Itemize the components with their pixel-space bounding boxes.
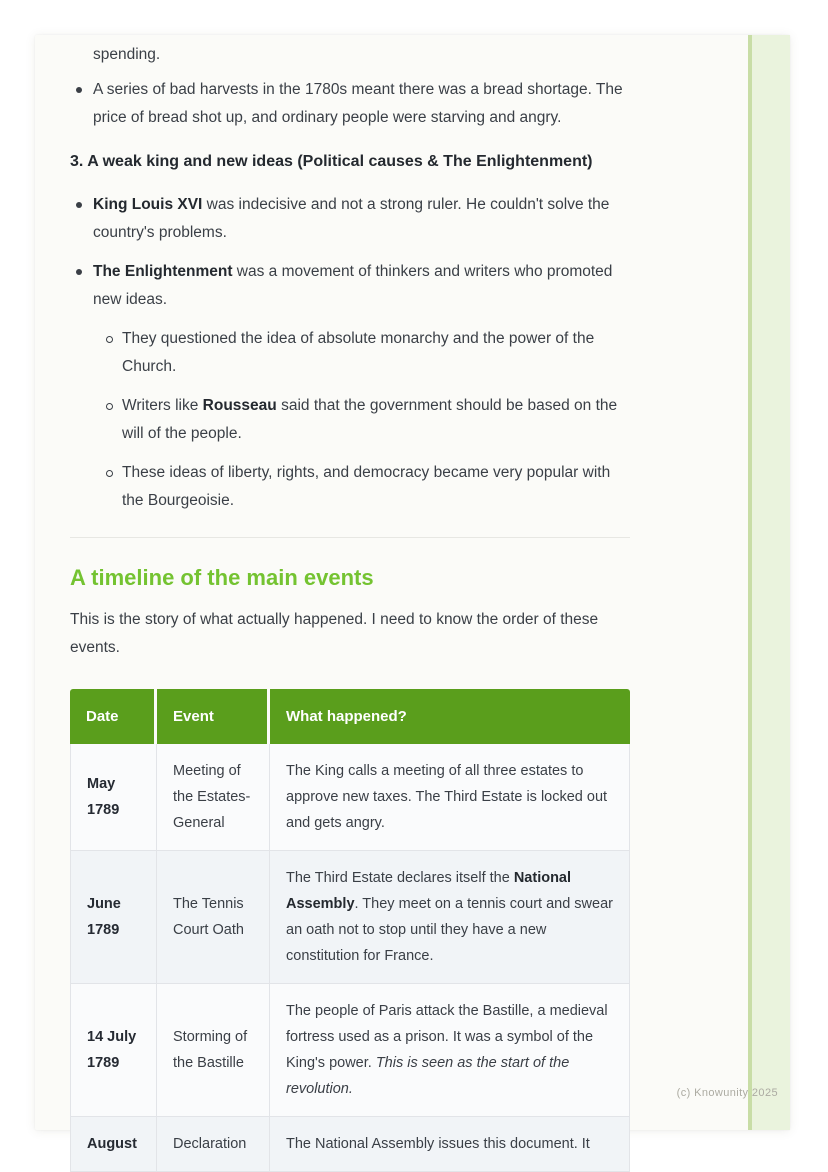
list-item-text <box>93 76 630 132</box>
timeline-heading: A timeline of the main events <box>70 565 374 590</box>
list-item-text <box>122 459 630 515</box>
description-cell <box>270 851 630 984</box>
list-item-text <box>122 325 630 381</box>
text-segment: They questioned the idea of absolute monarchy and the power of the Church. <box>122 330 595 375</box>
list-item <box>70 191 630 247</box>
text-segment: The National Assembly issues this document. It <box>286 1136 590 1152</box>
section3-list <box>70 191 630 515</box>
text-segment: was indecisive and not a strong ruler. He couldn't solve the country's problems. <box>93 196 610 241</box>
circle-bullet-icon <box>103 392 122 448</box>
table-row <box>70 851 630 984</box>
watermark: (c) Knowunity 2025 <box>676 1087 778 1099</box>
date-cell: May 1789 <box>70 744 157 851</box>
text-segment: The Enlightenment <box>93 263 233 280</box>
text-segment: A series of bad harvests in the 1780s meant there was a bread shortage. The price of bread shot up, and ordinary people were starving and angry. <box>93 81 623 126</box>
text-segment: was a movement of thinkers and writers who promoted new ideas. <box>93 263 613 308</box>
table-header-row <box>70 689 630 744</box>
event-cell: Meeting of the Estates-General <box>157 744 270 851</box>
document-page <box>35 35 790 1152</box>
circle-bullet-icon <box>103 459 122 515</box>
event-cell: The Tennis Court Oath <box>157 851 270 984</box>
timeline-intro: This is the story of what actually happened. I need to know the order of these events. <box>70 611 599 656</box>
event-cell: Storming of the Bastille <box>157 984 270 1117</box>
section-heading: 3. A weak king and new ideas (Political causes & The Enlightenment) <box>70 153 593 170</box>
sub-list <box>93 325 630 515</box>
list-item-text <box>93 258 630 515</box>
bullet-icon <box>70 76 93 132</box>
bullet-icon <box>70 191 93 247</box>
description-cell <box>270 1117 630 1172</box>
list-item <box>70 76 630 132</box>
text-segment: National Assembly <box>286 870 572 912</box>
list-item <box>93 392 630 448</box>
list-item-text <box>93 191 630 247</box>
text-segment: These ideas of liberty, rights, and democracy became very popular with the Bourgeoisie. <box>122 464 611 509</box>
list-item <box>93 459 630 515</box>
table-header-cell: What happened? <box>270 689 630 744</box>
event-cell: Declaration <box>157 1117 270 1172</box>
page-edge-strip <box>748 35 790 1130</box>
bullet-continuation-text: spending. <box>93 46 161 63</box>
text-segment: Rousseau <box>202 397 277 414</box>
list-item <box>70 258 630 515</box>
date-cell: 14 July 1789 <box>70 984 157 1117</box>
table-row <box>70 744 630 851</box>
document-content <box>70 35 630 1172</box>
table-row <box>70 1117 630 1172</box>
text-segment: said that the government should be based on the will of the people. <box>122 397 618 442</box>
text-segment: . They meet on a tennis court and swear an oath not to stop until they have a new constitution for France. <box>286 896 613 964</box>
section-divider <box>70 537 630 538</box>
text-segment: The Third Estate declares itself the <box>286 870 514 886</box>
list-item <box>93 325 630 381</box>
table-row <box>70 984 630 1117</box>
date-cell: August <box>70 1117 157 1172</box>
list-item-text <box>122 392 630 448</box>
timeline-table-header <box>70 689 630 744</box>
text-segment: King Louis XVI <box>93 196 203 213</box>
text-segment: The King calls a meeting of all three estates to approve new taxes. The Third Estate is locked out and gets angry. <box>286 763 608 831</box>
text-segment: Writers like <box>122 397 203 414</box>
top-list <box>70 76 630 132</box>
bullet-icon <box>70 258 93 515</box>
text-segment: The people of Paris attack the Bastille, a medieval fortress used as a prison. It was a symbol of the King's power. <box>286 1003 608 1071</box>
table-header-cell: Event <box>157 689 270 744</box>
timeline-table <box>70 689 630 1172</box>
circle-bullet-icon <box>103 325 122 381</box>
date-cell: June 1789 <box>70 851 157 984</box>
table-header-cell: Date <box>70 689 157 744</box>
description-cell <box>270 984 630 1117</box>
text-segment: This is seen as the start of the revolution. <box>286 1055 570 1097</box>
description-cell <box>270 744 630 851</box>
timeline-table-body <box>70 744 630 1172</box>
